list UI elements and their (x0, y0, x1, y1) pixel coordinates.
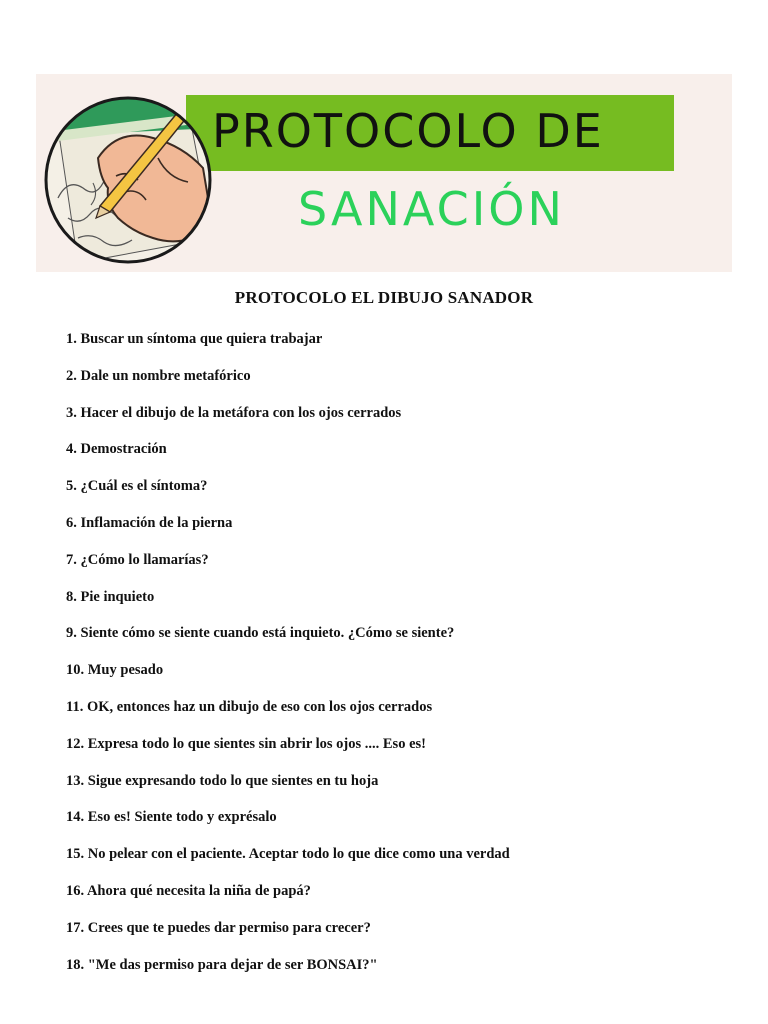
list-item: 17. Crees que te puedes dar permiso para crecer? (66, 919, 371, 936)
document-title: PROTOCOLO EL DIBUJO SANADOR (234, 288, 534, 307)
list-item: 8. Pie inquieto (66, 588, 155, 605)
list-item: 18. "Me das permiso para dejar de ser BONSAI?" (66, 956, 378, 973)
list-item: 16. Ahora qué necesita la niña de papá? (66, 882, 311, 899)
list-item: 14. Eso es! Siente todo y exprésalo (66, 809, 277, 826)
list-item: 6. Inflamación de la pierna (66, 514, 233, 531)
hand-drawing-illustration (38, 88, 218, 268)
list-item: 1. Buscar un síntoma que quiera trabajar (66, 331, 323, 347)
banner-title-line2: SANACIÓN (298, 182, 565, 236)
list-item: 10. Muy pesado (66, 662, 164, 679)
list-item: 12. Expresa todo lo que sientes sin abrir los ojos .... Eso es! (66, 735, 426, 752)
header-banner (36, 74, 732, 272)
banner-title-line1: PROTOCOLO DE (212, 104, 604, 158)
list-item: 11. OK, entonces haz un dibujo de eso con los ojos cerrados (66, 698, 433, 715)
list-item: 15. No pelear con el paciente. Aceptar todo lo que dice como una verdad (66, 846, 510, 863)
list-item: 4. Demostración (66, 441, 167, 458)
list-item: 5. ¿Cuál es el síntoma? (66, 478, 208, 495)
list-item: 9. Siente cómo se siente cuando está inquieto. ¿Cómo se siente? (66, 625, 455, 642)
list-item: 3. Hacer el dibujo de la metáfora con los ojos cerrados (66, 404, 402, 421)
list-item: 13. Sigue expresando todo lo que sientes en tu hoja (66, 772, 379, 789)
list-item: 2. Dale un nombre metafórico (66, 367, 251, 384)
list-item: 7. ¿Cómo lo llamarías? (66, 551, 209, 568)
steps-list (66, 328, 510, 990)
